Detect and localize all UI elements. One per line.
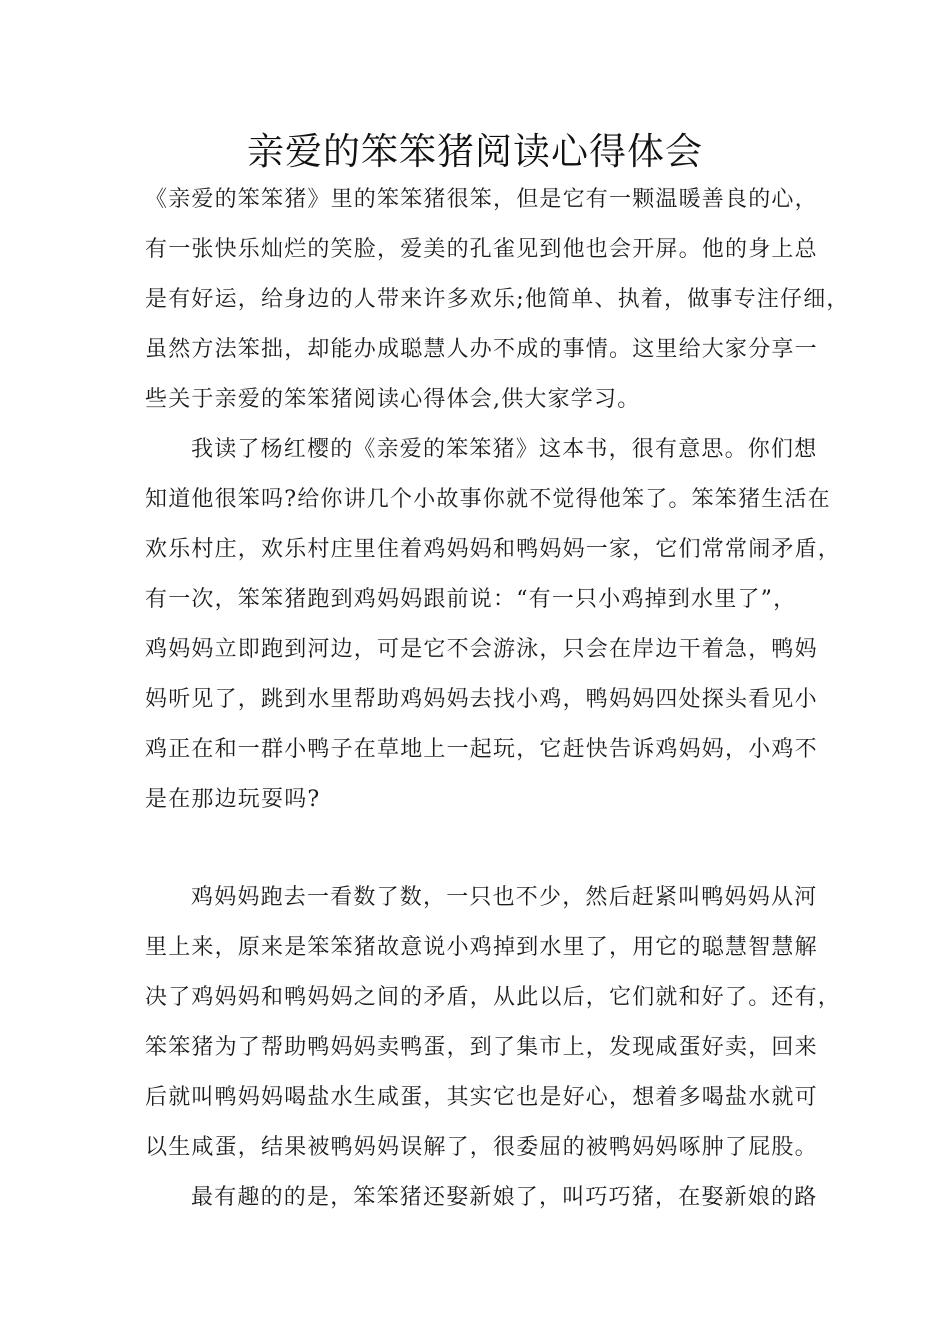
body-line-14: 鸡妈妈跑去一看数了数，一只也不少，然后赶紧叫鸭妈妈从河 bbox=[191, 885, 818, 910]
body-line-18: 后就叫鸭妈妈喝盐水生咸蛋，其实它也是好心，想着多喝盐水就可 bbox=[145, 1085, 818, 1110]
body-line-19: 以生咸蛋，结果被鸭妈妈误解了，很委屈的被鸭妈妈啄肿了屁股。 bbox=[145, 1135, 818, 1160]
body-line-7: 知道他很笨吗?给你讲几个小故事你就不觉得他笨了。笨笨猪生活在 bbox=[145, 487, 831, 512]
body-line-16: 决了鸡妈妈和鸭妈妈之间的矛盾，从此以后，它们就和好了。还有， bbox=[145, 985, 842, 1010]
body-line-3: 是有好运，给身边的人带来许多欢乐;他简单、执着，做事专注仔细， bbox=[145, 287, 850, 312]
body-line-17: 笨笨猪为了帮助鸭妈妈卖鸭蛋，到了集市上，发现咸蛋好卖，回来 bbox=[145, 1035, 818, 1060]
body-line-15: 里上来，原来是笨笨猪故意说小鸡掉到水里了，用它的聪慧智慧解 bbox=[145, 935, 818, 960]
body-line-6: 我读了杨红樱的《亲爱的笨笨猪》这本书，很有意思。你们想 bbox=[191, 437, 818, 462]
body-line-13: 是在那边玩耍吗? bbox=[145, 787, 321, 812]
body-line-10: 鸡妈妈立即跑到河边，可是它不会游泳，只会在岸边干着急，鸭妈 bbox=[145, 637, 818, 662]
body-line-9: 有一次，笨笨猪跑到鸡妈妈跟前说：“有一只小鸡掉到水里了”， bbox=[145, 587, 797, 612]
body-line-5: 些关于亲爱的笨笨猪阅读心得体会,供大家学习。 bbox=[145, 387, 641, 412]
body-line-20: 最有趣的的是，笨笨猪还娶新娘了，叫巧巧猪，在娶新娘的路 bbox=[191, 1185, 818, 1210]
body-line-4: 虽然方法笨拙，却能办成聪慧人办不成的事情。这里给大家分享一 bbox=[145, 337, 818, 362]
body-line-12: 鸡正在和一群小鸭子在草地上一起玩，它赶快告诉鸡妈妈，小鸡不 bbox=[145, 737, 818, 762]
body-line-1: 《亲爱的笨笨猪》里的笨笨猪很笨，但是它有一颗温暖善良的心， bbox=[145, 187, 818, 212]
body-line-2: 有一张快乐灿烂的笑脸，爱美的孔雀见到他也会开屏。他的身上总 bbox=[145, 237, 818, 262]
document-title: 亲爱的笨笨猪阅读心得体会 bbox=[247, 130, 703, 173]
body-line-11: 妈听见了，跳到水里帮助鸡妈妈去找小鸡，鸭妈妈四处探头看见小 bbox=[145, 687, 818, 712]
body-line-8: 欢乐村庄，欢乐村庄里住着鸡妈妈和鸭妈妈一家，它们常常闹矛盾， bbox=[145, 537, 842, 562]
